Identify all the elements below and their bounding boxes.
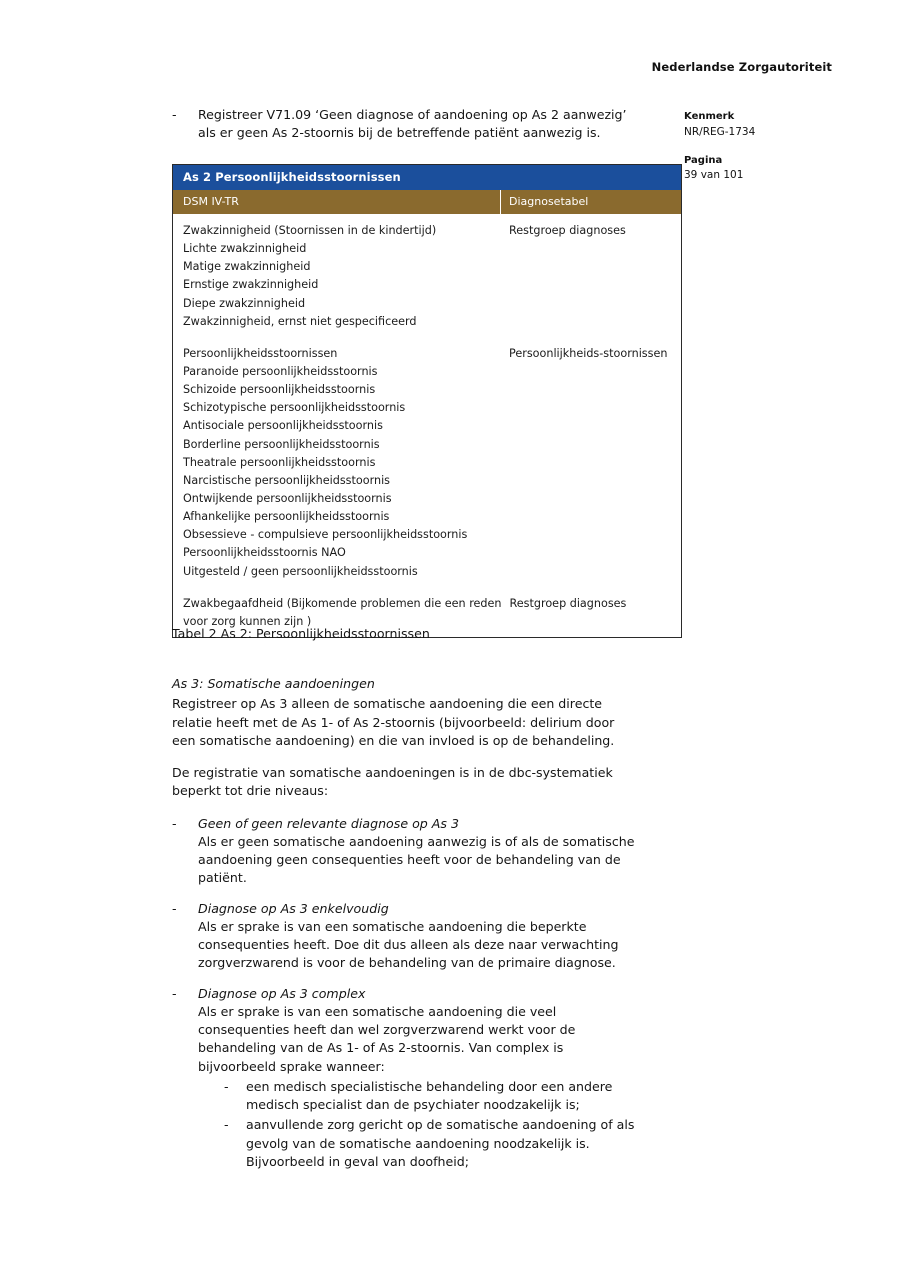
table-row: Ernstige zwakzinnigheid — [183, 278, 319, 292]
as3-bullet-3-line-1: Als er sprake is van een somatische aandoening die veel — [198, 1003, 557, 1019]
pagina-value: 39 van 101 — [684, 169, 744, 182]
as3-bullet-2 — [172, 900, 672, 973]
as3-bullet-3-title: Diagnose op As 3 complex — [198, 985, 366, 1001]
top-bullet-block — [172, 106, 672, 144]
column-header-dsm: DSM IV-TR — [173, 190, 501, 214]
bullet-dash: - — [224, 1117, 229, 1133]
as3-sub-bullet-2 — [224, 1116, 672, 1171]
as3-bullet-2-line-1: Als er sprake is van een somatische aandoening die beperkte — [198, 918, 587, 934]
kenmerk-label: Kenmerk — [684, 111, 735, 122]
table-cell-diagnosetabel: Restgroep diagnoses — [509, 596, 627, 610]
table-row: Zwakzinnigheid, ernst niet gespecificeerd — [183, 314, 417, 328]
as3-bullet-2-line-2: consequenties heeft. Doe dit dus alleen als deze naar verwachting — [198, 937, 619, 952]
bullet-dash: - — [172, 107, 177, 122]
table-header-row — [173, 190, 681, 214]
table-row: Schizoide persoonlijkheidsstoornis — [183, 383, 376, 397]
as3-paragraph-1 — [172, 695, 672, 750]
table-cell-diagnosetabel: Persoonlijkheids-stoornissen — [509, 346, 668, 360]
table-group — [173, 337, 681, 587]
table-body — [173, 214, 681, 637]
as3-bullet-1-title: Geen of geen relevante diagnose op As 3 — [198, 815, 459, 831]
table-row: Obsessieve - compulsieve persoonlijkheidsstoornis — [183, 528, 468, 542]
table-row: Zwakbegaafdheid (Bijkomende problemen die een reden — [183, 596, 502, 610]
bullet-text — [198, 815, 672, 888]
as3-bullet-3-line-3: behandeling van de As 1- of As 2-stoornis. Van complex is — [198, 1040, 564, 1056]
table-row: Lichte zwakzinnigheid — [183, 242, 307, 256]
as3-sub-bullet-2-line-2: gevolg van de somatische aandoening noodzakelijk is. — [246, 1135, 590, 1151]
as3-p1-line-1: Registreer op As 3 alleen de somatische aandoening die een directe — [172, 696, 603, 712]
as3-sub-bullets — [224, 1078, 672, 1171]
table-row: Antisociale persoonlijkheidsstoornis — [183, 419, 383, 433]
as3-p1-line-2: relatie heeft met de As 1- of As 2-stoornis (bijvoorbeeld: delirium door — [172, 714, 615, 730]
table-row: voor zorg kunnen zijn ) — [183, 614, 312, 628]
table-group-diagnoses — [173, 345, 501, 581]
table-row: Afhankelijke persoonlijkheidsstoornis — [183, 510, 390, 524]
table-row: Persoonlijkheidsstoornis NAO — [183, 546, 346, 560]
table-row: Persoonlijkheidsstoornissen — [183, 346, 338, 360]
kenmerk-block — [684, 110, 874, 140]
bullet-dash: - — [172, 900, 177, 916]
table-group-diagnosetabel — [501, 345, 681, 581]
column-header-diagnosetabel: Diagnosetabel — [509, 195, 589, 208]
table-row: Matige zwakzinnigheid — [183, 260, 311, 274]
table-row: Diepe zwakzinnigheid — [183, 296, 306, 310]
as3-bullet-3-line-2: consequenties heeft dan wel zorgverzwarend werkt voor de — [198, 1022, 576, 1037]
table-row: Schizotypische persoonlijkheidsstoornis — [183, 401, 406, 415]
pagina-label: Pagina — [684, 154, 723, 166]
bullet-text — [198, 106, 672, 142]
as3-p1-line-3: een somatische aandoening) en die van invloed is op de behandeling. — [172, 732, 615, 748]
table-row: Theatrale persoonlijkheidsstoornis — [183, 455, 376, 469]
organization-name: Nederlandse Zorgautoriteit — [651, 60, 832, 74]
table-row: Borderline persoonlijkheidsstoornis — [183, 437, 380, 451]
table-row: Zwakzinnigheid (Stoornissen in de kindertijd) — [183, 224, 437, 237]
bullet-text — [198, 985, 672, 1174]
as3-bullet-3 — [172, 985, 672, 1174]
as3-heading: As 3: Somatische aandoeningen — [172, 676, 375, 691]
margin-column — [684, 110, 874, 197]
bullet-dash: - — [172, 815, 177, 831]
as3-sub-bullet-2-line-1: aanvullende zorg gericht op de somatische aandoening of als — [246, 1117, 635, 1133]
pagina-block — [684, 154, 874, 184]
as3-bullet-2-line-3: zorgverzwarend is voor de behandeling van de primaire diagnose. — [198, 955, 616, 971]
as3-paragraph-2 — [172, 764, 672, 801]
table-group-diagnosetabel — [502, 595, 681, 631]
table-row: Ontwijkende persoonlijkheidsstoornis — [183, 491, 392, 505]
top-bullet-line-2: als er geen As 2-stoornis bij de betreffende patiënt aanwezig is. — [198, 124, 601, 140]
as2-table — [172, 164, 682, 638]
top-bullet — [172, 106, 672, 142]
as3-bullet-1-line-2: aandoening geen consequenties heeft voor de behandeling van de — [198, 852, 621, 867]
table-group — [173, 214, 681, 337]
as3-p2-line-1: De registratie van somatische aandoeningen is in de dbc-systematiek — [172, 765, 613, 780]
as3-sub-bullet-2-line-3: Bijvoorbeeld in geval van doofheid; — [246, 1153, 470, 1169]
as3-bullet-1-line-3: patiënt. — [198, 870, 247, 886]
table-caption: Tabel 2 As 2: Persoonlijkheidsstoornissen — [172, 626, 430, 641]
as3-bullet-2-title: Diagnose op As 3 enkelvoudig — [198, 900, 389, 916]
table-row: Narcistische persoonlijkheidsstoornis — [183, 473, 391, 487]
as3-p2-line-2: beperkt tot drie niveaus: — [172, 783, 329, 799]
table-row: Uitgesteld / geen persoonlijkheidsstoornis — [183, 564, 418, 578]
table-cell-diagnosetabel: Restgroep diagnoses — [509, 224, 626, 237]
table-title: As 2 Persoonlijkheidsstoornissen — [173, 165, 681, 190]
bullet-text — [198, 900, 672, 973]
bullet-dash: - — [224, 1078, 229, 1094]
bullet-dash: - — [172, 985, 177, 1001]
top-bullet-line-1: Registreer V71.09 ‘Geen diagnose of aandoening op As 2 aanwezig’ — [198, 107, 627, 122]
bullet-text — [246, 1116, 672, 1171]
bullet-text — [246, 1078, 672, 1115]
as3-bullet-1-line-1: Als er geen somatische aandoening aanwezig is of als de somatische — [198, 833, 635, 849]
as3-sub-bullet-1 — [224, 1078, 672, 1115]
table-row: Paranoide persoonlijkheidsstoornis — [183, 364, 378, 378]
as3-section — [172, 675, 672, 1175]
table-group-diagnoses — [173, 222, 501, 331]
as3-sub-bullet-1-line-2: medisch specialist dan de psychiater noodzakelijk is; — [246, 1097, 580, 1112]
as3-bullet-3-line-4: bijvoorbeeld sprake wanneer: — [198, 1058, 385, 1074]
kenmerk-value: NR/REG-1734 — [684, 125, 756, 138]
table-group-diagnosetabel — [501, 222, 681, 331]
as3-bullet-1 — [172, 815, 672, 888]
as3-sub-bullet-1-line-1: een medisch specialistische behandeling door een andere — [246, 1078, 613, 1094]
